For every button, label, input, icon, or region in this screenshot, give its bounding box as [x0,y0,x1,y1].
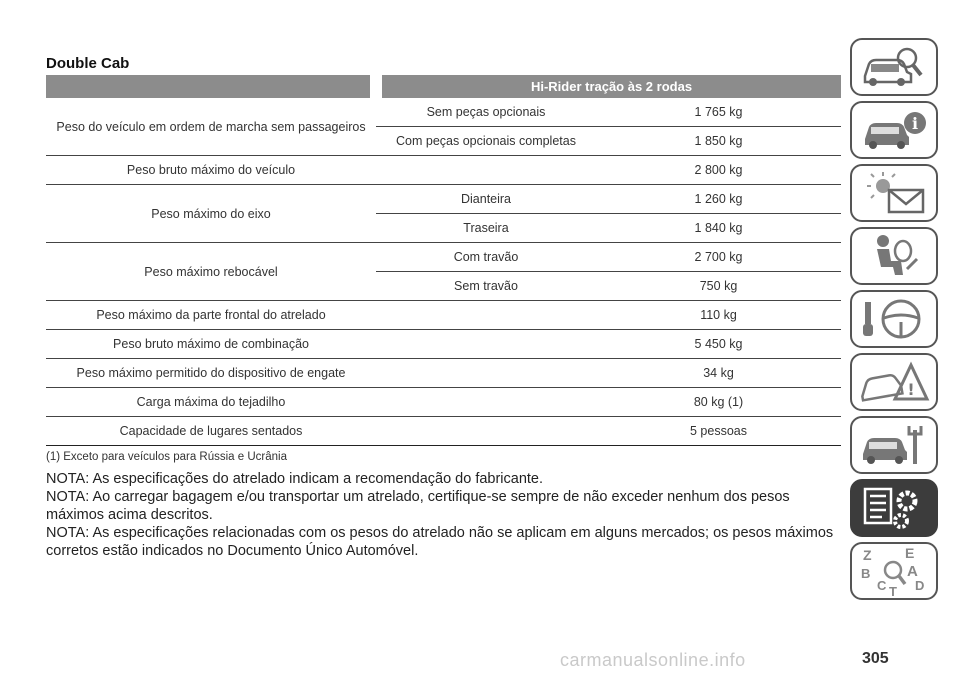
row-value: 5 450 kg [596,330,841,359]
key-steering-wheel-icon [857,294,931,344]
page-title: Double Cab [46,55,130,72]
table-row [46,185,841,214]
table-row [46,388,841,417]
row-label: Peso máximo rebocável [46,243,376,301]
row-label: Capacidade de lugares sentados [46,417,376,446]
row-sub-label: Dianteira [376,185,596,214]
tab-maintenance[interactable] [850,416,938,474]
table-header: Hi-Rider tração às 2 rodas [376,75,841,98]
row-value: 2 700 kg [596,243,841,272]
watermark: carmanualsonline.info [560,650,746,670]
tab-alphabetical-index[interactable] [850,542,938,600]
note-paragraph: NOTA: Ao carregar bagagem e/ou transportar um atrelado, certifique-se sempre de não exceder nenhum dos pesos máximos acima descritos. [46,489,790,523]
tab-car-info[interactable] [850,101,938,159]
row-value: 1 765 kg [596,98,841,127]
row-value: 1 840 kg [596,214,841,243]
row-sub-label: Sem peças opcionais [376,98,596,127]
car-info-icon [857,105,931,155]
index-letter: A [907,563,918,580]
note-paragraph: NOTA: As especificações relacionadas com os pesos do atrelado não se aplicam em alguns mercados; os pesos máximos corretos estão indicados no Documento Único Automóvel. [46,525,834,559]
table-row [46,301,841,330]
row-sub-label: Com travão [376,243,596,272]
row-value: 1 260 kg [596,185,841,214]
specs-gear-icon [857,483,931,533]
row-sub-label: Sem travão [376,272,596,301]
car-magnifier-icon [857,42,931,92]
row-value: 5 pessoas [596,417,841,446]
svg-text:i: i [911,114,919,133]
row-label: Peso máximo permitido do dispositivo de engate [46,359,376,388]
car-warning-triangle-icon [857,357,931,407]
index-letter: C [877,578,887,593]
page-number: 305 [862,650,889,667]
table-row [46,98,841,127]
row-value: 110 kg [596,301,841,330]
row-sub-empty [376,156,596,185]
table-row [46,359,841,388]
row-sub-empty [376,359,596,388]
row-value: 34 kg [596,359,841,388]
table-row [46,243,841,272]
tab-technical-specs[interactable] [850,479,938,537]
row-sub-empty [376,330,596,359]
table-row [46,417,841,446]
table-header-blank [46,75,376,98]
table-row [46,156,841,185]
index-letter: D [915,578,925,593]
footnote: (1) Exceto para veículos para Rússia e Ucrânia [46,451,287,463]
table-row [46,330,841,359]
tab-airbag[interactable] [850,227,938,285]
row-sub-empty [376,301,596,330]
row-sub-label: Com peças opcionais completas [376,127,596,156]
row-value: 2 800 kg [596,156,841,185]
index-letter: T [889,584,897,596]
table-header-row [46,75,841,98]
chapter-tab-bar [850,38,940,605]
index-letter: B [861,566,871,581]
weights-table [46,75,841,446]
row-sub-empty [376,417,596,446]
row-sub-label: Traseira [376,214,596,243]
notes [46,470,836,560]
row-label: Peso máximo do eixo [46,185,376,243]
row-label: Peso bruto máximo do veículo [46,156,376,185]
row-label: Carga máxima do tejadilho [46,388,376,417]
tab-key-steering[interactable] [850,290,938,348]
note-paragraph: NOTA: As especificações do atrelado indicam a recomendação do fabricante. [46,471,544,487]
row-value: 750 kg [596,272,841,301]
warning-light-envelope-icon [857,168,931,218]
tab-warning-lights[interactable] [850,164,938,222]
row-value: 80 kg (1) [596,388,841,417]
tab-emergency[interactable] [850,353,938,411]
row-value: 1 850 kg [596,127,841,156]
svg-text:!: ! [907,380,915,399]
index-letter: Z [863,547,872,563]
alphabet-index-icon [857,546,931,596]
index-letter: E [905,546,915,561]
row-sub-empty [376,388,596,417]
row-label: Peso máximo da parte frontal do atrelado [46,301,376,330]
row-label: Peso bruto máximo de combinação [46,330,376,359]
row-label: Peso do veículo em ordem de marcha sem passageiros [46,98,376,156]
car-wrench-icon [857,420,931,470]
tab-car-magnifier[interactable] [850,38,938,96]
airbag-person-icon [857,231,931,281]
